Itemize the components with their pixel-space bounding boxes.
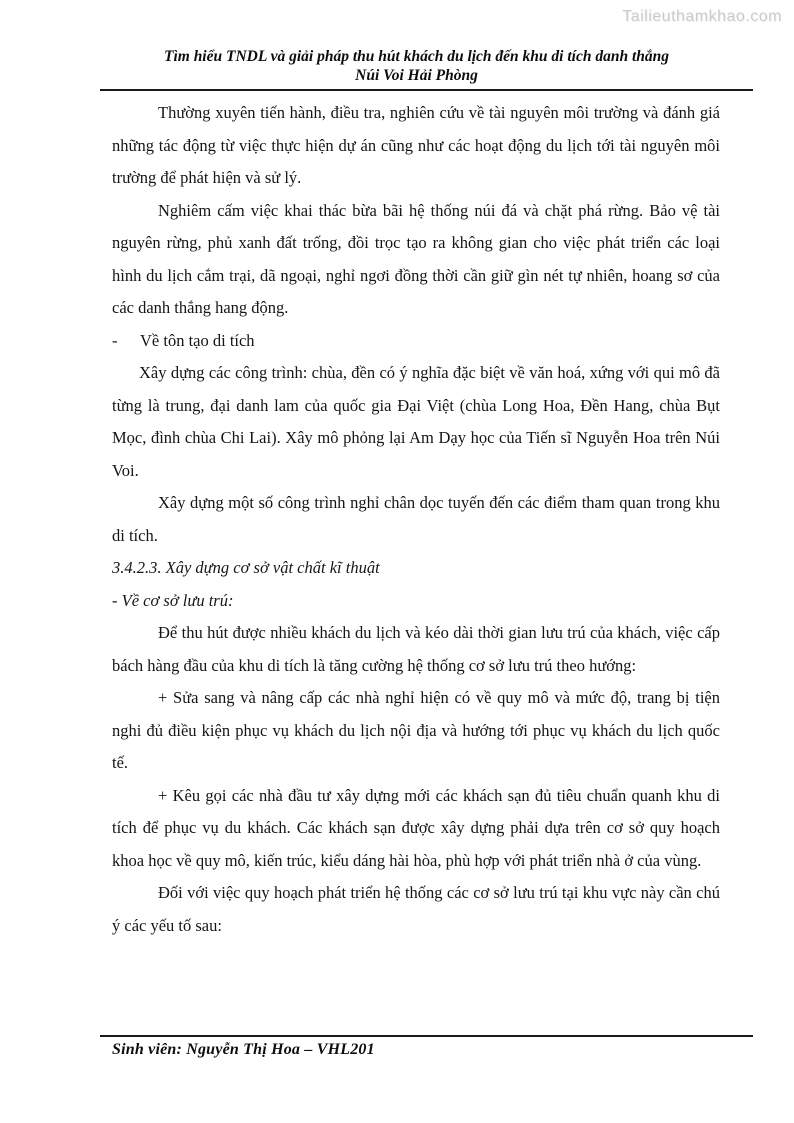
- page-header: [100, 47, 733, 85]
- paragraph: + Sửa sang và nâng cấp các nhà nghỉ hiện có về quy mô và mức độ, trang bị tiện nghi đủ điều kiện phục vụ khách du lịch nội địa và hướng tới phục vụ khách du lịch quốc tế.: [112, 688, 720, 772]
- paragraph: Để thu hút được nhiều khách du lịch và kéo dài thời gian lưu trú của khách, việc cấp bách hàng đầu của khu di tích là tăng cường hệ thống cơ sở lưu trú theo hướng:: [112, 623, 720, 675]
- header-divider: [100, 89, 753, 91]
- header-title-line2: Núi Voi Hải Phòng: [355, 67, 478, 84]
- header-title-line1: Tìm hiểu TNDL và giải pháp thu hút khách du lịch đến khu di tích danh thắng: [163, 48, 669, 65]
- list-item-dash: [112, 325, 720, 358]
- paragraph: Nghiêm cấm việc khai thác bừa bãi hệ thống núi đá và chặt phá rừng. Bảo vệ tài nguyên rừng, phủ xanh đất trống, đồi trọc tạo ra không gian cho việc phát triển các loại hình du lịch cắm trại, dã ngoại, nghỉ ngơi đồng thời cần giữ gìn nét tự nhiên, hoang sơ của các danh thắng hang động.: [112, 200, 720, 317]
- footer-divider: [100, 1035, 753, 1037]
- paragraph: Xây dựng các công trình: chùa, đền có ý nghĩa đặc biệt về văn hoá, xứng với qui mô đã từng là trung, đại danh lam của quốc gia Đại Việt (chùa Long Hoa, Đền Hang, chùa Bụt Mọc, đình chùa Chi Lai). Xây mô phỏng lại Am Dạy học của Tiến sĩ Nguyễn Hoa trên Núi Voi.: [112, 363, 720, 480]
- list-item-text: Về tôn tạo di tích: [140, 330, 255, 350]
- subsection-heading: - Về cơ sở lưu trú:: [112, 590, 234, 610]
- watermark: Tailieuthamkhao.com: [622, 8, 782, 25]
- paragraph: Đối với việc quy hoạch phát triển hệ thống các cơ sở lưu trú tại khu vực này cần chú ý các yếu tố sau:: [112, 883, 720, 935]
- page-footer: Sinh viên: Nguyễn Thị Hoa – VHL201: [112, 1041, 375, 1058]
- paragraph: + Kêu gọi các nhà đầu tư xây dựng mới các khách sạn đủ tiêu chuẩn quanh khu di tích để phục vụ du khách. Các khách sạn được xây dựng phải dựa trên cơ sở quy hoạch khoa học về quy mô, kiến trúc, kiểu dáng hài hòa, phù hợp với phát triển nhà ở của vùng.: [112, 785, 720, 870]
- section-heading: 3.4.2.3. Xây dựng cơ sở vật chất kĩ thuật: [112, 558, 380, 577]
- dash-marker: -: [112, 330, 118, 350]
- paragraph: Thường xuyên tiến hành, điều tra, nghiên cứu về tài nguyên môi trường và đánh giá những tác động từ việc thực hiện dự án cũng như các hoạt động du lịch tới tài nguyên môi trường để phát hiện và sử lý.: [112, 103, 720, 187]
- document-body: [112, 97, 720, 942]
- paragraph: Xây dựng một số công trình nghỉ chân dọc tuyến đến các điểm tham quan trong khu di tích.: [112, 493, 720, 545]
